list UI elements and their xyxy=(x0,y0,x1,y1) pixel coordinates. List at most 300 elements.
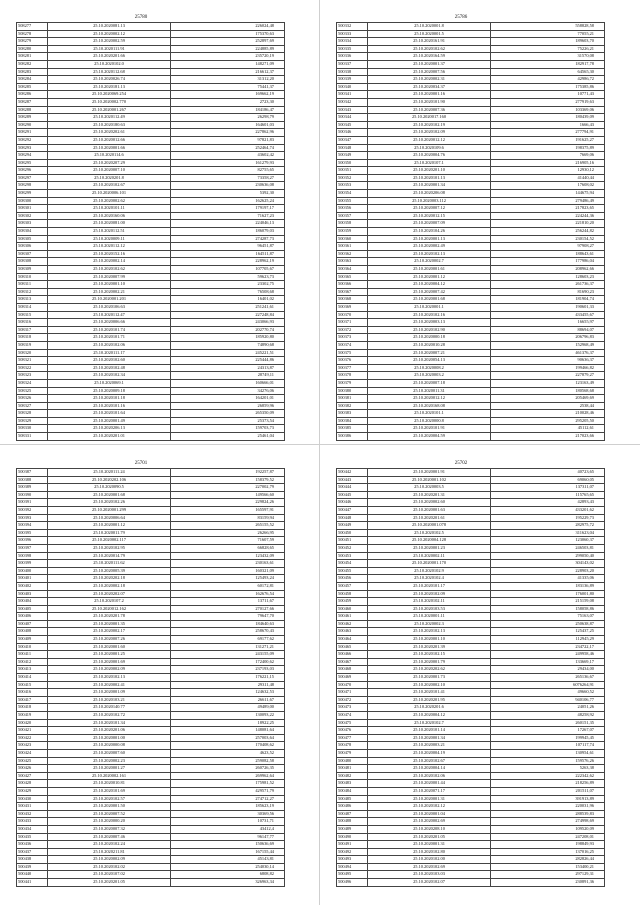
row-date-cell: 25.10.2020101.18 xyxy=(48,395,171,403)
table-row xyxy=(17,288,285,296)
row-date-cell: 25.10.2020000.18 xyxy=(368,334,491,342)
data-table xyxy=(336,22,605,441)
row-date-cell: 25.10.2020112.51 xyxy=(48,228,171,236)
table-row xyxy=(337,651,605,659)
row-id-cell: 500349 xyxy=(337,152,368,160)
row-amount-cell: 256244,82 xyxy=(491,228,605,236)
row-date-cell: 25.10.2020107.1 xyxy=(368,159,491,167)
row-date-cell: 25.10.2020002.11 xyxy=(368,552,491,560)
row-date-cell: 25.10.2020001.078 xyxy=(368,522,491,530)
table-row xyxy=(17,658,285,666)
row-date-cell: 25.10.2020001.10 xyxy=(48,281,171,289)
row-id-cell: 508281 xyxy=(17,53,48,61)
table-row xyxy=(17,712,285,720)
table-row xyxy=(17,182,285,190)
row-date-cell: 25.10.2020002.12 xyxy=(48,30,171,38)
table-row xyxy=(337,879,605,887)
row-id-cell: 508289 xyxy=(17,114,48,122)
row-amount-cell: 297129,31 xyxy=(491,871,605,879)
row-date-cell: 25.10.2020006.64 xyxy=(48,514,171,522)
row-id-cell: 500343 xyxy=(337,106,368,114)
row-amount-cell: 195229,73 xyxy=(491,514,605,522)
row-id-cell: 500363 xyxy=(337,258,368,266)
table-row xyxy=(337,582,605,590)
table-row xyxy=(17,417,285,425)
table-row xyxy=(337,334,605,342)
table-row xyxy=(17,60,285,68)
row-date-cell: 25.10.2020007.09 xyxy=(368,220,491,228)
table-row xyxy=(337,212,605,220)
row-amount-cell: 230636,08 xyxy=(171,182,285,190)
row-amount-cell: 175385,86 xyxy=(491,83,605,91)
row-id-cell: 508308 xyxy=(17,258,48,266)
row-id-cell: 500424 xyxy=(17,749,48,757)
row-amount-cell: 43602,42 xyxy=(171,152,285,160)
row-id-cell: 500335 xyxy=(337,45,368,53)
row-id-cell: 500367 xyxy=(337,288,368,296)
row-date-cell: 25.10.2020001.04 xyxy=(368,810,491,818)
row-date-cell: 25.10.2020001.00 xyxy=(48,734,171,742)
row-id-cell: 500418 xyxy=(17,704,48,712)
row-amount-cell: 76508,68 xyxy=(171,288,285,296)
row-id-cell: 500413 xyxy=(17,666,48,674)
table-row xyxy=(337,522,605,530)
table-row xyxy=(337,613,605,621)
row-amount-cell: 75441,37 xyxy=(171,83,285,91)
row-amount-cell: 191625,27 xyxy=(491,136,605,144)
row-amount-cell: 42893,43 xyxy=(491,499,605,507)
row-amount-cell: 130954,61 xyxy=(491,749,605,757)
table-row xyxy=(17,205,285,213)
table-row xyxy=(17,484,285,492)
row-date-cell: 25.10.2020106.63 xyxy=(48,303,171,311)
row-amount-cell: 75226,21 xyxy=(491,45,605,53)
row-amount-cell: 45143,81 xyxy=(171,856,285,864)
row-id-cell: 500458 xyxy=(337,590,368,598)
table-row xyxy=(337,560,605,568)
row-date-cell: 25.10.2020001.27 xyxy=(48,765,171,773)
row-id-cell: 500457 xyxy=(337,582,368,590)
row-date-cell: 25.10.2020111.62 xyxy=(48,560,171,568)
row-id-cell: 500386 xyxy=(337,433,368,441)
row-id-cell: 500383 xyxy=(337,410,368,418)
table-row xyxy=(17,91,285,99)
row-id-cell: 500344 xyxy=(337,114,368,122)
row-id-cell: 500489 xyxy=(337,825,368,833)
row-id-cell: 500451 xyxy=(337,537,368,545)
row-date-cell: 25.10.2020002.117 xyxy=(48,537,171,545)
row-id-cell: 500379 xyxy=(337,379,368,387)
table-row xyxy=(17,159,285,167)
row-date-cell: 25.10.2020007.52 xyxy=(48,810,171,818)
table-row xyxy=(17,863,285,871)
table-row xyxy=(337,190,605,198)
row-id-cell: 508328 xyxy=(17,410,48,418)
row-date-cell: 25.10.2020002.59 xyxy=(48,38,171,46)
row-date-cell: 25.10.2020003.5 xyxy=(368,484,491,492)
row-amount-cell: 60172,81 xyxy=(171,582,285,590)
table-row xyxy=(17,803,285,811)
row-amount-cell: 96451,87 xyxy=(171,243,285,251)
row-amount-cell: 49489,00 xyxy=(171,704,285,712)
table-row xyxy=(17,544,285,552)
data-table xyxy=(336,468,605,887)
row-date-cell: 25.10.2020101.71 xyxy=(48,334,171,342)
table-row xyxy=(337,410,605,418)
table-row xyxy=(17,734,285,742)
row-date-cell: 25.10.2020004.14 xyxy=(368,765,491,773)
table-row xyxy=(17,689,285,697)
row-id-cell: 508303 xyxy=(17,220,48,228)
row-amount-cell: 6076264,91 xyxy=(491,681,605,689)
row-amount-cell: 304143,02 xyxy=(491,560,605,568)
row-date-cell: 25.10.2020102.67 xyxy=(48,182,171,190)
row-id-cell: 500414 xyxy=(17,674,48,682)
row-id-cell: 500392 xyxy=(17,506,48,514)
table-row xyxy=(337,167,605,175)
row-amount-cell: 17267,07 xyxy=(491,727,605,735)
row-amount-cell: 125493,24 xyxy=(171,575,285,583)
row-amount-cell: 222342,62 xyxy=(491,772,605,780)
row-id-cell: 508282 xyxy=(17,60,48,68)
row-amount-cell: 270127,66 xyxy=(171,605,285,613)
row-id-cell: 508329 xyxy=(17,417,48,425)
row-date-cell: 25.10.2020010.28 xyxy=(368,341,491,349)
row-date-cell: 25.10.2020102.09 xyxy=(368,590,491,598)
table-row xyxy=(337,68,605,76)
row-date-cell: 25.10.2020001.8 xyxy=(368,23,491,31)
row-amount-cell: 192257,87 xyxy=(171,469,285,477)
row-date-cell: 25.10.2020001.34 xyxy=(368,182,491,190)
row-id-cell: 500359 xyxy=(337,228,368,236)
table-row xyxy=(17,537,285,545)
row-amount-cell: 201511,07 xyxy=(491,787,605,795)
panel-title: 25786 xyxy=(454,15,468,20)
row-id-cell: 500391 xyxy=(17,499,48,507)
table-row xyxy=(17,529,285,537)
row-date-cell: 25.10.2020004.19 xyxy=(368,749,491,757)
row-date-cell: 25.10.2020102.12 xyxy=(368,803,491,811)
row-date-cell: 25.10.2020102.15 xyxy=(368,651,491,659)
row-amount-cell: 167155,44 xyxy=(171,848,285,856)
row-id-cell: 500339 xyxy=(337,76,368,84)
row-id-cell: 500487 xyxy=(337,810,368,818)
row-date-cell: 25.10.2020102.60 xyxy=(48,357,171,365)
table-row xyxy=(337,537,605,545)
row-date-cell: 25.10.2020007.46 xyxy=(48,833,171,841)
row-amount-cell: 16655,97 xyxy=(491,319,605,327)
table-row xyxy=(17,590,285,598)
row-date-cell: 25.10.2020102.13 xyxy=(48,674,171,682)
row-amount-cell: 235720,19 xyxy=(171,53,285,61)
row-date-cell: 25.10.2020001.170 xyxy=(368,560,491,568)
row-date-cell: 25.10.2020168.08 xyxy=(368,402,491,410)
row-id-cell: 500362 xyxy=(337,250,368,258)
row-amount-cell: 288539,83 xyxy=(491,810,605,818)
row-date-cell: 25.10.2020101.17 xyxy=(368,582,491,590)
row-amount-cell: 228903,20 xyxy=(491,567,605,575)
row-amount-cell: 162625,24 xyxy=(171,197,285,205)
row-id-cell: 500494 xyxy=(337,863,368,871)
row-date-cell: 25.10.2020102.13 xyxy=(368,250,491,258)
row-date-cell: 25.10.2020101.1 xyxy=(368,410,491,418)
row-id-cell: 500380 xyxy=(337,387,368,395)
row-id-cell: 500351 xyxy=(337,167,368,175)
row-amount-cell: 230163,61 xyxy=(171,560,285,568)
table-row xyxy=(337,174,605,182)
row-id-cell: 500354 xyxy=(337,190,368,198)
table-row xyxy=(337,311,605,319)
row-date-cell: 25.10.2020002.31 xyxy=(368,76,491,84)
row-id-cell: 500396 xyxy=(17,537,48,545)
table-row xyxy=(337,129,605,137)
table-row xyxy=(337,506,605,514)
row-amount-cell: 185920,80 xyxy=(171,334,285,342)
table-row xyxy=(17,53,285,61)
row-date-cell: 25.10.2020001.09 xyxy=(48,689,171,697)
row-date-cell: 25.10.2020208.10 xyxy=(368,825,491,833)
table-row xyxy=(337,387,605,395)
row-id-cell: 500423 xyxy=(17,742,48,750)
row-date-cell: 25.10.2020081.00 xyxy=(48,220,171,228)
row-date-cell: 25.10.2020001.66 xyxy=(48,144,171,152)
row-id-cell: 500473 xyxy=(337,704,368,712)
table-row xyxy=(17,879,285,887)
row-id-cell: 500394 xyxy=(17,522,48,530)
row-amount-cell: 217023,66 xyxy=(491,433,605,441)
table-row xyxy=(17,425,285,433)
table-row xyxy=(17,258,285,266)
table-row xyxy=(17,296,285,304)
row-amount-cell: 202770,74 xyxy=(171,326,285,334)
table-row xyxy=(337,98,605,106)
table-row xyxy=(17,598,285,606)
table-row xyxy=(337,136,605,144)
table-row xyxy=(337,91,605,99)
row-amount-cell: 199466,82 xyxy=(491,364,605,372)
row-id-cell: 508305 xyxy=(17,235,48,243)
row-amount-cell: 226024,48 xyxy=(171,23,285,31)
row-date-cell: 25.10.2020081.13 xyxy=(48,23,171,31)
row-id-cell: 500437 xyxy=(17,848,48,856)
table-row xyxy=(17,167,285,175)
row-amount-cell: 237193,03 xyxy=(171,666,285,674)
row-amount-cell: 265136,67 xyxy=(491,674,605,682)
row-amount-cell: 210028,46 xyxy=(491,410,605,418)
row-date-cell: 25.10.2020202.61 xyxy=(48,129,171,137)
row-amount-cell: 26859,96 xyxy=(171,402,285,410)
row-amount-cell: 158379,52 xyxy=(171,476,285,484)
row-amount-cell: 64565,30 xyxy=(491,68,605,76)
row-amount-cell: 186079,03 xyxy=(171,228,285,236)
table-row xyxy=(337,765,605,773)
row-date-cell: 25.10.2020101.90 xyxy=(368,98,491,106)
table-row xyxy=(17,45,285,53)
row-amount-cell: 13711,67 xyxy=(171,598,285,606)
row-amount-cell: 208962,66 xyxy=(491,266,605,274)
table-row xyxy=(337,575,605,583)
table-row xyxy=(337,689,605,697)
row-date-cell: 25.10.2020002.21 xyxy=(48,288,171,296)
table-row xyxy=(17,121,285,129)
row-amount-cell: 175981,52 xyxy=(171,780,285,788)
row-date-cell: 25.10.2020001.37 xyxy=(368,60,491,68)
row-date-cell: 25.10.2020102.69 xyxy=(368,863,491,871)
table-row xyxy=(17,30,285,38)
row-date-cell: 25.10.2020201.78 xyxy=(48,613,171,621)
row-amount-cell: 181904,74 xyxy=(491,296,605,304)
table-row xyxy=(17,514,285,522)
row-amount-cell: 5392,30 xyxy=(171,190,285,198)
row-id-cell: 500493 xyxy=(337,856,368,864)
table-row xyxy=(17,795,285,803)
row-id-cell: 500411 xyxy=(17,651,48,659)
row-date-cell: 25.10.2020004.12 xyxy=(368,712,491,720)
row-amount-cell: 29311,48 xyxy=(171,681,285,689)
row-date-cell: 25.10.2020012.12 xyxy=(368,136,491,144)
row-date-cell: 25.10.2020002.60 xyxy=(368,499,491,507)
row-date-cell: 25.10.2020101.13 xyxy=(368,174,491,182)
row-date-cell: 25.10.2020102.00 xyxy=(368,856,491,864)
table-row xyxy=(17,552,285,560)
row-id-cell: 500441 xyxy=(17,879,48,887)
row-amount-cell: 224885,89 xyxy=(171,45,285,53)
row-id-cell: 508318 xyxy=(17,334,48,342)
table-row xyxy=(337,529,605,537)
row-id-cell: 500389 xyxy=(17,484,48,492)
row-amount-cell: 2723,30 xyxy=(171,98,285,106)
row-date-cell: 25.10.2020206.13 xyxy=(48,425,171,433)
row-date-cell: 25.10.2020102.07 xyxy=(368,879,491,887)
row-id-cell: 500338 xyxy=(337,68,368,76)
row-amount-cell: 282826,44 xyxy=(491,856,605,864)
table-row xyxy=(337,357,605,365)
row-date-cell: 25.10.2020206.08 xyxy=(368,190,491,198)
row-date-cell: 25.10.2020001.5 xyxy=(368,30,491,38)
table-row xyxy=(17,567,285,575)
row-amount-cell: 206796,83 xyxy=(491,334,605,342)
row-date-cell: 25.10.2020003.112 xyxy=(368,197,491,205)
row-id-cell: 500374 xyxy=(337,341,368,349)
row-date-cell: 25.10.2020103.03 xyxy=(368,871,491,879)
row-amount-cell: 153400,21 xyxy=(491,863,605,871)
row-date-cell: 25.10.2020012.66 xyxy=(48,136,171,144)
row-id-cell: 500361 xyxy=(337,243,368,251)
row-date-cell: 25.10.2020102.57 xyxy=(48,795,171,803)
row-amount-cell: 182917,78 xyxy=(491,60,605,68)
row-date-cell: 25.10.2020201.10 xyxy=(368,167,491,175)
row-id-cell: 500466 xyxy=(337,651,368,659)
row-id-cell: 500459 xyxy=(337,598,368,606)
table-row xyxy=(17,742,285,750)
row-id-cell: 500337 xyxy=(337,60,368,68)
table-row xyxy=(337,296,605,304)
row-id-cell: 508288 xyxy=(17,106,48,114)
row-id-cell: 500341 xyxy=(337,91,368,99)
row-date-cell: 25.10.2020102.72 xyxy=(48,712,171,720)
table-row xyxy=(17,235,285,243)
table-row xyxy=(337,243,605,251)
row-amount-cell: 184186,47 xyxy=(171,106,285,114)
table-row xyxy=(17,98,285,106)
row-amount-cell: 251241,61 xyxy=(171,303,285,311)
row-id-cell: 508330 xyxy=(17,425,48,433)
row-amount-cell: 250638,87 xyxy=(491,620,605,628)
row-id-cell: 500430 xyxy=(17,795,48,803)
row-date-cell: 25.10.2020102.06 xyxy=(368,772,491,780)
row-id-cell: 500455 xyxy=(337,567,368,575)
row-amount-cell: 234722,17 xyxy=(491,643,605,651)
row-id-cell: 500443 xyxy=(337,476,368,484)
row-amount-cell: 217823,65 xyxy=(491,205,605,213)
row-amount-cell: 69177,62 xyxy=(171,636,285,644)
row-date-cell: 25.10.2020000.08 xyxy=(48,742,171,750)
row-date-cell: 25.10.2020001.12 xyxy=(368,273,491,281)
row-id-cell: 500445 xyxy=(337,491,368,499)
table-row xyxy=(337,258,605,266)
row-amount-cell: 274287,73 xyxy=(171,235,285,243)
row-date-cell: 25.10.2020007.60 xyxy=(48,749,171,757)
row-date-cell: 25.10.2020201.95 xyxy=(368,696,491,704)
row-date-cell: 25.10.2020002.161 xyxy=(48,772,171,780)
row-amount-cell: 137311,07 xyxy=(491,484,605,492)
table-row xyxy=(17,605,285,613)
row-amount-cell: 169662,19 xyxy=(171,91,285,99)
row-amount-cell: 220031,96 xyxy=(491,803,605,811)
row-date-cell: 25.10.2020001.31 xyxy=(368,795,491,803)
row-amount-cell: 69060,05 xyxy=(491,476,605,484)
row-date-cell: 25.10.2020001.63 xyxy=(368,506,491,514)
row-date-cell: 25.10.2020102.11 xyxy=(368,598,491,606)
table-row xyxy=(17,68,285,76)
row-id-cell: 508296 xyxy=(17,167,48,175)
row-amount-cell: 161279,93 xyxy=(171,159,285,167)
row-id-cell: 500397 xyxy=(17,544,48,552)
row-amount-cell: 82755,65 xyxy=(171,167,285,175)
row-id-cell: 508300 xyxy=(17,197,48,205)
row-amount-cell: 96147,77 xyxy=(171,833,285,841)
table-row xyxy=(17,410,285,418)
row-amount-cell: 326963,34 xyxy=(171,879,285,887)
table-row xyxy=(17,620,285,628)
table-row xyxy=(17,303,285,311)
table-row xyxy=(17,810,285,818)
table-row xyxy=(17,357,285,365)
row-amount-cell: 230891,36 xyxy=(491,879,605,887)
table-row xyxy=(337,734,605,742)
row-id-cell: 500486 xyxy=(337,803,368,811)
row-id-cell: 500370 xyxy=(337,311,368,319)
row-id-cell: 500399 xyxy=(17,560,48,568)
row-amount-cell: 274998,69 xyxy=(491,818,605,826)
row-date-cell: 25.10.2020111.17 xyxy=(48,349,171,357)
row-amount-cell: 282975,72 xyxy=(491,522,605,530)
table-row xyxy=(337,772,605,780)
data-table xyxy=(16,468,285,887)
table-row xyxy=(337,674,605,682)
row-amount-cell: 10731,71 xyxy=(171,818,285,826)
table-row xyxy=(337,704,605,712)
row-id-cell: 500366 xyxy=(337,281,368,289)
row-date-cell: 25.10.2020180.63 xyxy=(48,121,171,129)
row-date-cell: 25.10.2020102.19 xyxy=(368,121,491,129)
row-date-cell: 25.10.2020003.21 xyxy=(368,742,491,750)
row-date-cell: 25.10.2020008.2 xyxy=(368,364,491,372)
row-amount-cell: 185623,19 xyxy=(171,803,285,811)
row-id-cell: 500465 xyxy=(337,643,368,651)
row-date-cell: 25.10.2020111.91 xyxy=(48,45,171,53)
row-date-cell: 25.10.2020002.09 xyxy=(48,856,171,864)
